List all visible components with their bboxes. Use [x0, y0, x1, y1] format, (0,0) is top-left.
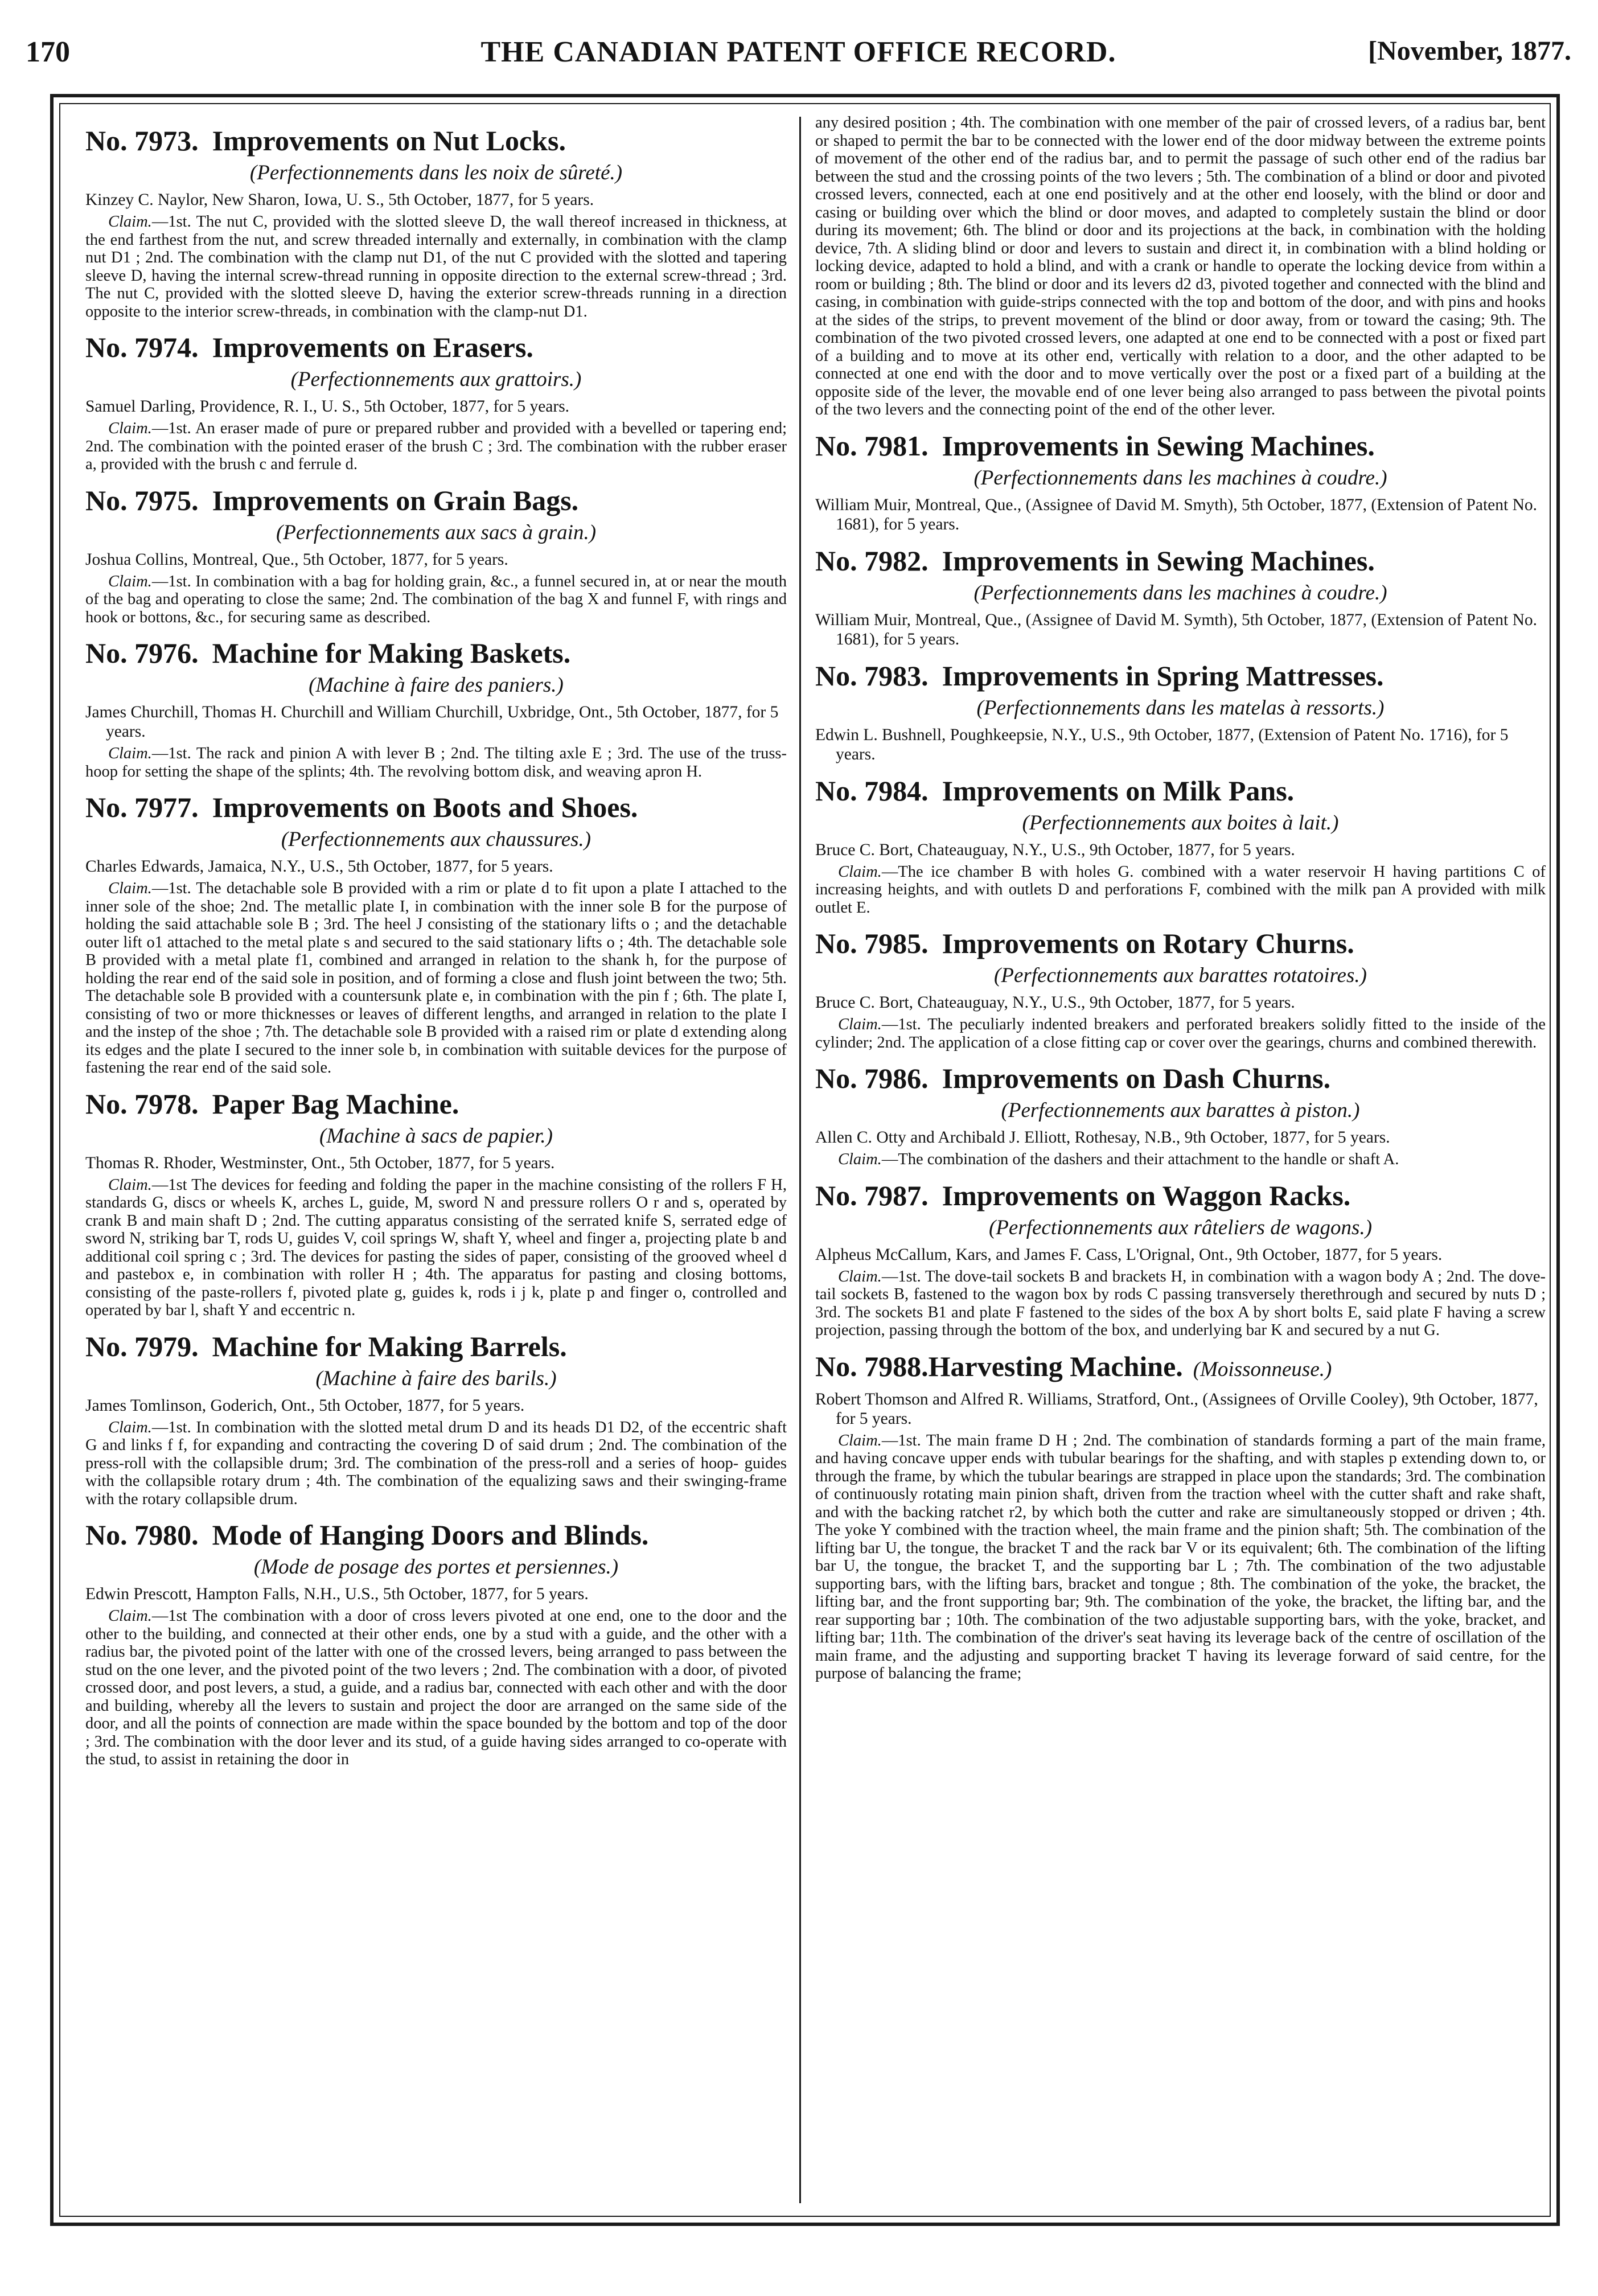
claim-text	[85, 880, 787, 1077]
french-title: (Perfectionnements dans les matelas à ressorts.)	[976, 696, 1385, 720]
claim-label: Claim.	[838, 1267, 882, 1285]
entry-heading	[85, 484, 787, 517]
patent-title: Improvements on Milk Pans.	[942, 774, 1295, 807]
entry-heading	[815, 1350, 1546, 1386]
patent-entry	[815, 429, 1546, 534]
patentee-line: Allen C. Otty and Archibald J. Elliott, Rothesay, N.B., 9th October, 1877, for 5 years.	[815, 1128, 1390, 1147]
patentee-line: James Churchill, Thomas H. Churchill and William Churchill, Uxbridge, Ont., 5th October, 1877, for 5 years.	[85, 703, 779, 741]
patent-entry	[85, 1087, 787, 1320]
entry-heading	[85, 636, 787, 670]
french-title: (Perfectionnements aux grattoirs.)	[290, 368, 582, 391]
claim-text	[815, 863, 1546, 917]
claim-body: —1st. In combination with the slotted metal drum D and its heads D1 D2, of the eccentric shaft G and links f f, for expanding and contracting the covering D of said drum ; 2nd. The combination of the press-roll with the collapsible drum; 3rd. The combination of the press-roll and a series of hoop- guides with the collapsible rotary drum ; 4th. The combination of the equalizing saws and their swinging-frame with the rotary collapsible drum.	[85, 1418, 787, 1508]
issue-date: [November, 1877.	[1368, 36, 1571, 66]
claim-body: —1st. The dove-tail sockets B and brackets H, in combination with a wagon body A ; 2nd. The dove-tail sockets B, fastened to the wagon box by rods C passing transversely therethrough and secured by nuts D ; 3rd. The sockets B1 and plate F fastened to the sides of the box A by short bolts E, said plate F having a screw projection, passing through the bottom of the box, and underlying bar K and secured by a nut G.	[815, 1267, 1546, 1339]
patent-entry	[85, 636, 787, 781]
french-title: (Perfectionnements aux chaussures.)	[281, 828, 591, 851]
french-title: (Perfectionnements aux sacs à grain.)	[276, 520, 597, 544]
patentee-line: William Muir, Montreal, Que., (Assignee of David M. Symth), 5th October, 1877, (Extension of Patent No. 1681), for 5 years.	[815, 610, 1538, 648]
entry-heading	[85, 1518, 787, 1551]
french-title: (Machine à faire des paniers.)	[309, 673, 564, 697]
patent-number: No. 7982.	[815, 544, 929, 577]
patent-title: Improvements on Dash Churns.	[942, 1062, 1331, 1094]
claim-text	[85, 573, 787, 627]
patent-number: No. 7978.	[85, 1087, 199, 1120]
entry-heading	[815, 544, 1546, 577]
patent-entry	[815, 1350, 1546, 1683]
french-title: (Perfectionnements dans les noix de sûreté.)	[249, 161, 623, 184]
patent-title: Improvements in Spring Mattresses.	[942, 659, 1384, 692]
claim-label: Claim.	[108, 880, 152, 897]
patent-entry	[85, 1330, 787, 1509]
claim-body: —The ice chamber B with holes G. combined with a water reservoir H having partitions C of increasing heights, and with outlets D and perforations F, combined with the milk pan A provided with milk outlet E.	[815, 862, 1546, 917]
patent-title: Improvements on Erasers.	[212, 331, 533, 363]
patent-title: Machine for Making Baskets.	[212, 637, 571, 669]
french-title: (Perfectionnements aux râteliers de wagons.)	[988, 1215, 1373, 1239]
column-divider	[799, 117, 801, 2203]
french-title: (Machine à faire des barils.)	[315, 1366, 557, 1390]
french-title: (Perfectionnements aux barattes rotatoires.)	[994, 964, 1367, 987]
patent-number: No. 7980.	[85, 1519, 199, 1551]
french-title: (Mode de posage des portes et persiennes.)	[253, 1555, 619, 1579]
patent-entry	[815, 927, 1546, 1052]
entry-heading	[815, 659, 1546, 692]
claim-label: Claim.	[108, 1176, 152, 1194]
patent-title: Improvements on Grain Bags.	[212, 484, 579, 516]
patentee-line: Edwin Prescott, Hampton Falls, N.H., U.S., 5th October, 1877, for 5 years.	[85, 1585, 589, 1603]
patent-title: Harvesting Machine.	[928, 1350, 1183, 1382]
claim-body: —1st. The peculiarly indented breakers and perforated breakers solidly fitted to the inside of the cylinder; 2nd. The application of a close fitting cap or cover over the gearings, churns and combined therewith.	[815, 1016, 1546, 1052]
page-number: 170	[26, 36, 70, 68]
patent-number: No. 7986.	[815, 1062, 929, 1094]
claim-text	[815, 1151, 1546, 1169]
french-title: (Moissonneuse.)	[1193, 1357, 1332, 1381]
claim-text	[815, 1268, 1546, 1340]
patent-title: Paper Bag Machine.	[212, 1087, 459, 1120]
patent-entry	[815, 659, 1546, 764]
entry-heading	[85, 791, 787, 824]
patent-entry	[85, 1518, 787, 1769]
patent-entry	[815, 1179, 1546, 1340]
entry-heading	[85, 1087, 787, 1120]
patent-title: Improvements on Waggon Racks.	[942, 1179, 1351, 1211]
patent-number: No. 7973.	[85, 125, 199, 157]
claim-text	[85, 420, 787, 474]
claim-body: —1st The devices for feeding and folding the paper in the machine consisting of the rollers F H, standards G, discs or wheels K, arches L, guide, M, sword N and pressure rollers O r and s, operated by crank B and main shaft D ; 2nd. The cutting apparatus consisting of the serrated knife S, serrated edge of sword N, striking bar T, rods U, guides V, coil springs W, shaft Y, wheel and finger a, projecting plate b and additional coil spring c ; 3rd. The devices for pasting the sides of paper, consisting of the grooved wheel d and pastebox e, in combination with roller H ; 4th. The apparatus for pasting and closing bottoms, consisting of the paste-rollers f, pivoted plate g, guides k, rods i j k, plate p and finger o, controlled and operated by bar l, shaft Y and eccentric n.	[85, 1176, 787, 1319]
claim-text	[815, 1432, 1546, 1683]
patent-number: No. 7977.	[85, 791, 199, 823]
french-title: (Perfectionnements dans les machines à coudre.)	[973, 466, 1387, 490]
entry-heading	[815, 1062, 1546, 1095]
patent-number: No. 7983.	[815, 659, 929, 692]
patent-title: Improvements on Nut Locks.	[212, 125, 566, 157]
claim-label: Claim.	[838, 1016, 882, 1033]
patent-number: No. 7985.	[815, 927, 929, 959]
patent-entry	[85, 331, 787, 474]
patent-entry	[85, 484, 787, 627]
claim-label: Claim.	[108, 1418, 152, 1436]
entry-heading	[815, 429, 1546, 462]
claim-text	[85, 1176, 787, 1320]
claim-body: —The combination of the dashers and their attachment to the handle or shaft A.	[881, 1151, 1399, 1168]
claim-body: —1st. An eraser made of pure or prepared rubber and provided with a bevelled or tapering end; 2nd. The combination with the pointed eraser of the brush C ; 3rd. The combination with the rubber eraser a, provided with the brush c and ferrule d.	[85, 420, 787, 473]
patent-title: Machine for Making Barrels.	[212, 1330, 567, 1362]
patentee-line: Edwin L. Bushnell, Poughkeepsie, N.Y., U.S., 9th October, 1877, (Extension of Patent No. 1716), for 5 years.	[815, 725, 1509, 763]
claim-label: Claim.	[108, 213, 152, 231]
claim-text	[85, 745, 787, 781]
claim-text	[815, 1016, 1546, 1052]
claim-text	[85, 1607, 787, 1769]
patent-number: No. 7984.	[815, 774, 929, 807]
patent-number: No. 7974.	[85, 331, 199, 363]
patentee-line: Samuel Darling, Providence, R. I., U. S., 5th October, 1877, for 5 years.	[85, 397, 570, 416]
patentee-line: Robert Thomson and Alfred R. Williams, Stratford, Ont., (Assignees of Orville Cooley), 9th October, 1877, for 5 years.	[815, 1390, 1538, 1428]
french-title: (Perfectionnements aux boites à lait.)	[1022, 811, 1339, 835]
claim-body: —1st. The nut C, provided with the slotted sleeve D, the wall thereof increased in thickness, at the end farthest from the nut, and screw threaded internally and externally, in combination with the clamp nut D1 ; 2nd. The combination with the clamp nut D1, of the nut C provided with the slotted and tapering sleeve D, having the internal screw-thread running in opposite direction to the external screw-thread ; 3rd. The nut C, provided with the slotted sleeve D, having the exterior screw-threads running in a direction opposite to the interior screw-threads, in combination with the clamp-nut D1.	[85, 213, 787, 321]
patent-entry	[815, 774, 1546, 917]
claim-label: Claim.	[108, 572, 152, 590]
claim-body: —1st. The main frame D H ; 2nd. The combination of standards forming a part of the main frame, and having concave upper ends with tubular bearings for the shafting, and with staples p extending down to, or through the frame, by which the tubular bearings are strapped in place upon the standards; 3rd. The combination of continuously rotating main pinion shaft, driven from the traction wheel with the cutter shaft and rake shaft, and with the backing ratchet r2, by which both the cutter and rake are simultaneously stopped or driven ; 4th. The yoke Y combined with the traction wheel, the main frame and the pinion shaft; 5th. The combination of the lifting bar U, the tongue, the bracket T and the rack bar V or its equivalent; 6th. The combination of the lifting bar U, the tongue, the bracket T, and the supporting bar L ; 7th. The combination of the two adjustable supporting bars, with the lifting bars, bracket and tongue ; 8th. The combination of the yoke, the bracket, the lifting bar, and the front supporting bar; 9th. The combination of the yoke, the bracket, the lifting bar, and the rear supporting bar ; 10th. The combination of the two adjustable supporting bars, with the yoke, bracket, and lifting bar; 11th. The combination of the driver's seat having its leverage back of the centre of oscillation of the main frame, and the adjusting and supporting bracket T having its leverage forward of said centre, for the purpose of balancing the frame;	[815, 1431, 1546, 1682]
claim-body: —1st. The rack and pinion A with lever B ; 2nd. The tilting axle E ; 3rd. The use of the truss-hoop for setting the shape of the splints; 4th. The revolving bottom disk, and weaving apron H.	[85, 745, 787, 781]
patent-entry	[85, 124, 787, 321]
patentee-line: Joshua Collins, Montreal, Que., 5th October, 1877, for 5 years.	[85, 550, 508, 569]
patent-title: Improvements on Boots and Shoes.	[212, 791, 638, 823]
claim-text	[85, 1419, 787, 1509]
patent-number: No. 7975.	[85, 484, 199, 516]
claim-text	[85, 213, 787, 321]
patentee-line: Kinzey C. Naylor, New Sharon, Iowa, U. S., 5th October, 1877, for 5 years.	[85, 191, 594, 209]
patent-number: No. 7981.	[815, 429, 929, 462]
entry-heading	[815, 774, 1546, 807]
patent-title: Improvements in Sewing Machines.	[942, 429, 1375, 462]
patent-title: Mode of Hanging Doors and Blinds.	[212, 1519, 649, 1551]
french-title: (Machine à sacs de papier.)	[319, 1124, 553, 1148]
running-header	[26, 35, 1571, 75]
claim-label: Claim.	[108, 1607, 152, 1625]
claim-body: —1st. The detachable sole B provided with a rim or plate d to fit upon a plate I attached to the inner sole of the shoe; 2nd. The metallic plate I, in combination with the inner sole B for the purpose of holding the said attachable sole B ; 3rd. The heel J consisting of the stationary lifts o ; and the detachable outer lift o1 attached to the metal plate s and secured to the said stationary lifts o ; 4th. The detachable sole B provided with a metal plate f1, combined and arranged in relation to the shank h, for the purpose of holding the rear end of the said sole in position, and of forming a close and flush joint between the two; 5th. The detachable sole B provided with a countersunk plate e, in combination with the pin f ; 6th. The plate I, consisting of two or more thicknesses or leaves of different lengths, and arranged in relation to the plate I and the instep of the shoe ; 7th. The detachable sole B provided with a raised rim or plate d extending along its edges and the plate I secured to the inner sole b, in combination with suitable devices for the purpose of fastening the rear end of the said sole.	[85, 880, 787, 1077]
entry-heading	[85, 1330, 787, 1363]
patentee-line: James Tomlinson, Goderich, Ont., 5th October, 1877, for 5 years.	[85, 1396, 525, 1415]
claim-label: Claim.	[838, 1151, 882, 1168]
patent-number: No. 7988.	[815, 1350, 929, 1382]
patentee-line: Alpheus McCallum, Kars, and James F. Cass, L'Orignal, Ont., 9th October, 1877, for 5 years.	[815, 1245, 1443, 1264]
patent-title: Improvements on Rotary Churns.	[942, 927, 1354, 959]
entry-heading	[815, 1179, 1546, 1212]
patent-entry	[815, 544, 1546, 649]
french-title: (Perfectionnements dans les machines à coudre.)	[973, 581, 1387, 605]
patent-title: Improvements in Sewing Machines.	[942, 544, 1375, 577]
claim-label: Claim.	[108, 420, 152, 437]
claim-label: Claim.	[108, 745, 152, 762]
continued-claim-text: any desired position ; 4th. The combination with one member of the pair of crossed levers, of a radius bar, bent or shaped to permit the bar to be connected with the lower end of the door midway between the extreme points of movement of the other end of the radius bar, and to permit the passage of such other end of the radius bar between the stud and the crossing points of the two levers ; 5th. The combination of a blind or door and pivoted crossed levers, connected, each at one end positively and at the other end loosely, with the blind or door and casing or building over which the blind or door moves, and adapted to completely sustain the blind or door during its movement; 6th. The blind or door and its projections at the back, in combination with the holding device, 7th. A sliding blind or door and levers to sustain and direct it, in combination with a blind holding or locking device, adapted to hold a blind, and with a crank or handle to operate the locking device from within a room or building ; 8th. The blind or door and its levers d2 d3, pivoted together and connected with the blind and casing, in combination with guide-strips connected with the top and bottom of the door, and with pins and hooks at the sides of the strips, to prevent movement of the blind or door away, from or toward the casing; 9th. The combination of the two pivoted crossed levers, one adapted at one end to be connected with a post or fixed part of a building and to move at its other end, vertically with relation to a door, and the other adapted to be connected at one end with the door and to move vertically over the post or a fixed part of a building at the opposite side of the lever, the movable end of one lever being also arranged to pass between the pivotal points of the two levers and the connecting point of the end of the other lever.	[815, 114, 1546, 418]
claim-body: —1st. In combination with a bag for holding grain, &c., a funnel secured in, at or near the mouth of the bag and operating to close the same; 2nd. The combination of the bag X and funnel F, with rings and hook or bottons, &c., for securing same as described.	[85, 572, 787, 626]
patent-number: No. 7987.	[815, 1179, 929, 1211]
patentee-line: William Muir, Montreal, Que., (Assignee of David M. Smyth), 5th October, 1877, (Extension of Patent No. 1681), for 5 years.	[815, 495, 1538, 533]
entry-heading	[85, 331, 787, 364]
patent-number: No. 7976.	[85, 637, 199, 669]
patentee-line: Charles Edwards, Jamaica, N.Y., U.S., 5th October, 1877, for 5 years.	[85, 857, 553, 876]
patent-entry	[85, 791, 787, 1077]
claim-body: —1st The combination with a door of cross levers pivoted at one end, one to the door and the other to the building, and connected at their other ends, one by a stud with a guide, and the other with a radius bar, the pivoted point of the latter with one of the crossed levers, being arranged to pass between the stud on the one lever, and the pivoted point of the two levers ; 2nd. The combination with a door, of pivoted crossed door, and post levers, a stud, a guide, and a radius bar, connected with each other and with the door and building, whereby all the levers to sustain and project the door are arranged on the same side of the door, and all the points of connection are made within the space bounded by the bottom and top of the door ; 3rd. The combination with the door lever and its stud, of a guide having sides arranged to co-operate with the stud, to assist in retaining the door in	[85, 1607, 787, 1768]
patent-entry	[815, 1062, 1546, 1169]
patentee-line: Bruce C. Bort, Chateauguay, N.Y., U.S., 9th October, 1877, for 5 years.	[815, 993, 1295, 1012]
patentee-line: Bruce C. Bort, Chateauguay, N.Y., U.S., 9th October, 1877, for 5 years.	[815, 840, 1295, 859]
patentee-line: Thomas R. Rhoder, Westminster, Ont., 5th October, 1877, for 5 years.	[85, 1153, 555, 1172]
patent-number: No. 7979.	[85, 1330, 199, 1362]
french-title: (Perfectionnements aux barattes à piston.)	[1001, 1099, 1360, 1122]
left-column	[85, 124, 787, 2208]
entry-heading	[85, 124, 787, 157]
journal-title: THE CANADIAN PATENT OFFICE RECORD.	[480, 36, 1116, 68]
entry-heading	[815, 927, 1546, 960]
right-column	[815, 114, 1546, 2209]
claim-label: Claim.	[838, 1431, 882, 1449]
claim-label: Claim.	[838, 862, 882, 881]
